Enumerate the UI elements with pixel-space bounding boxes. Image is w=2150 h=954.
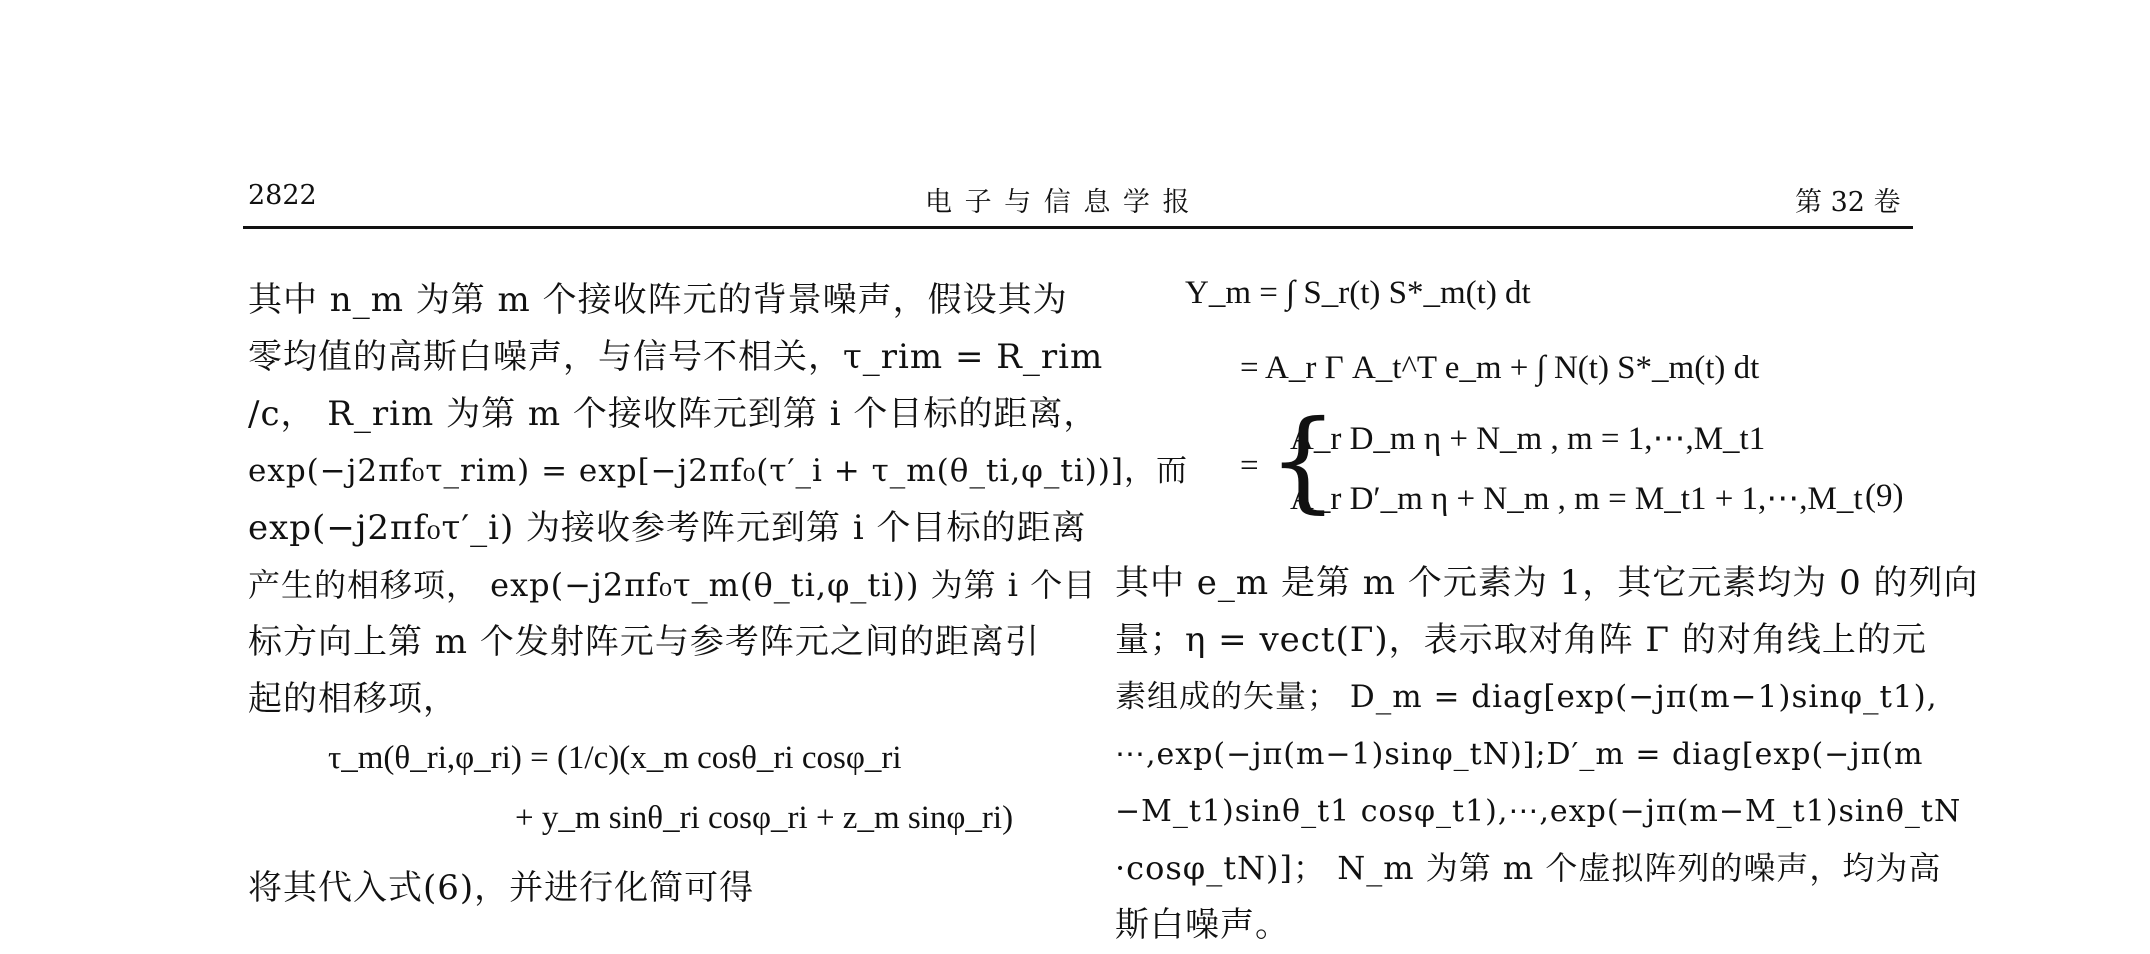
eq9-equals: =: [1240, 448, 1259, 484]
eq9-number: (9): [1865, 478, 1904, 514]
left-line-7: 标方向上第 m 个发射阵元与参考阵元之间的距离引: [248, 622, 1040, 662]
eq9-case-2: A_r D′_m η + N_m , m = M_t1 + 1,⋯,M_t: [1290, 481, 1863, 517]
after-equation-text: 将其代入式(6)，并进行化简可得: [248, 868, 755, 908]
eq9-case-1: A_r D_m η + N_m , m = 1,⋯,M_t1: [1290, 421, 1766, 457]
left-line-8: 起的相移项，: [248, 679, 458, 719]
left-line-1: 其中 n_m 为第 m 个接收阵元的背景噪声，假设其为: [248, 280, 1068, 320]
left-line-5: exp(−j2πf₀τ′_i) 为接收参考阵元到第 i 个目标的距离: [248, 508, 1087, 548]
right-line-5: −M_t1)sinθ_t1 cosφ_t1),⋯,exp(−jπ(m−M_t1)sinθ_tN: [1115, 794, 1962, 829]
left-line-6: 产生的相移项， exp(−j2πf₀τ_m(θ_ti,φ_ti)) 为第 i 个目: [248, 566, 1097, 604]
right-column: [1115, 555, 1979, 954]
left-line-2: 零均值的高斯白噪声，与信号不相关，τ_rim = R_rim: [248, 337, 1104, 377]
left-column: [248, 272, 1188, 728]
eq9-line-2: = A_r Γ A_t^T e_m + ∫ N(t) S*_m(t) dt: [1240, 350, 1760, 386]
right-line-6: ·cosφ_tN)]； N_m 为第 m 个虚拟阵列的噪声，均为高: [1115, 849, 1942, 887]
eq9-line-1: Y_m = ∫ S_r(t) S*_m(t) dt: [1185, 275, 1531, 311]
tau-equation-line-2: + y_m sinθ_ri cosφ_ri + z_m sinφ_ri): [515, 800, 1014, 836]
left-line-4: exp(−j2πf₀τ_rim) = exp[−j2πf₀(τ′_i + τ_m(θ_ti,φ_ti))]，而: [248, 453, 1189, 489]
right-line-2: 量；η = vect(Γ)，表示取对角阵 Γ 的对角线上的元: [1115, 620, 1927, 660]
right-line-3: 素组成的矢量； D_m = diag[exp(−jπ(m−1)sinφ_t1),: [1115, 679, 1938, 715]
page-number: 2822: [248, 180, 317, 211]
right-line-7: 斯白噪声。: [1115, 905, 1290, 945]
right-line-1: 其中 e_m 是第 m 个元素为 1，其它元素均为 0 的列向: [1115, 563, 1979, 603]
journal-title: 电 子 与 信 息 学 报: [925, 187, 1192, 218]
left-line-3: /c， R_rim 为第 m 个接收阵元到第 i 个目标的距离，: [248, 394, 1099, 434]
tau-equation-line-1: τ_m(θ_ri,φ_ri) = (1/c)(x_m cosθ_ri cosφ_ri: [328, 740, 902, 776]
eq9-brace: {: [1268, 396, 1338, 524]
right-line-4: ⋯,exp(−jπ(m−1)sinφ_tN)];D′_m = diag[exp(−jπ(m: [1115, 737, 1924, 772]
header-rule: [243, 226, 1913, 229]
volume-label: 第 32 卷: [1795, 187, 1901, 218]
